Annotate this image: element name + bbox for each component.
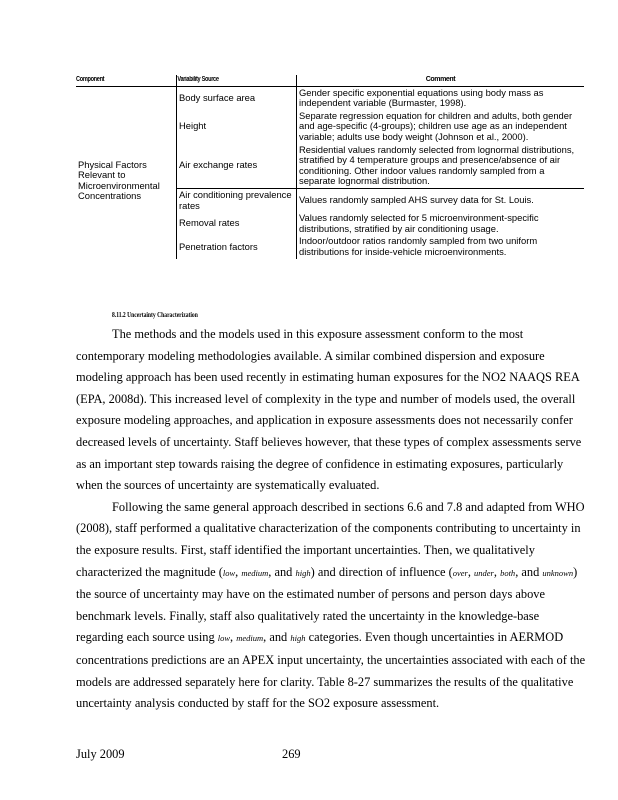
comment-cell: Separate regression equation for children and adults, both gender and age-specific (4-groups); children use age as an independent variable; adults use body weight (Johnson et al., 2000). xyxy=(299,109,573,142)
em: medium xyxy=(241,567,269,578)
text: categories. Even though uncertainties in AERMOD concentrations predictions are an APEX input uncertainty, the uncertainties associated with each of the models are addressed separately here for clarity. Table 8-27 summarizes the results of the qualitative uncertainty analysis conducted by staff for the SO2 exposure assessment. xyxy=(76,630,586,711)
text: Following the same general approach described in sections 6.6 and 7.8 and adapted from WHO (2008), staff performed a qualitative characterization of the components contributing to uncertainty in the exposure results. First, staff identified the important uncertainties. Then, we qualitatively characterized the magnitude ( xyxy=(76,499,585,579)
comment-cell: Gender specific exponential equations using body mass as independent variable (Burmaster, 1998). xyxy=(299,86,544,109)
text: , and xyxy=(515,564,543,579)
table-row xyxy=(76,110,584,144)
component-cell: Physical Factors Relevant to Microenvironmental Concentrations xyxy=(78,158,160,202)
em: low xyxy=(222,567,236,578)
em: over xyxy=(452,567,468,578)
text: , and xyxy=(268,564,296,579)
em: unknown xyxy=(542,567,574,578)
em: medium xyxy=(236,633,264,644)
table-row xyxy=(76,144,584,189)
source-cell: Body surface area xyxy=(177,86,297,110)
footer-date: July 2009 xyxy=(76,747,125,761)
source-cell: Height xyxy=(177,110,297,144)
table-header xyxy=(76,75,584,86)
table-row xyxy=(76,86,584,110)
text: ) and direction of influence ( xyxy=(310,564,453,579)
header-source: Variability Source xyxy=(177,75,273,86)
source-cell: Penetration factors xyxy=(177,235,297,258)
section-heading: 8.11.2 Uncertainty Characterization xyxy=(112,311,198,319)
em: high xyxy=(290,633,306,644)
comment-cell: Indoor/outdoor ratios randomly sampled from two uniform distributions for inside-vehicle microenvironments. xyxy=(299,235,538,257)
paragraph-2: Following the same general approach described in sections 6.6 and 7.8 and adapted from WHO (2008), staff performed a qualitative characterization of the components contributing to uncertainty in the exposure results. First, staff identified the important uncertainties. Then, we qualitatively characterized the magnitude (low, medium, and high) and direction of influence (over, under, both, and unknown) the source of uncertainty may have on the estimated number of persons and person days above benchmark levels. Finally, staff also qualitatively rated the uncertainty in the knowledge-base regarding each source using low, medium, and high categories. Even though uncertainties in AERMOD concentrations predictions are an APEX input uncertainty, the uncertainties associated with each of the models are addressed separately here for clarity. Table 8-27 summarizes the results of the qualitative uncertainty analysis conducted by staff for the SO2 exposure assessment. xyxy=(76,499,586,711)
comment-cell: Values randomly selected for 5 microenvironment-specific distributions, stratified by air conditioning usage. xyxy=(299,212,539,234)
em: high xyxy=(295,567,311,578)
em: under xyxy=(474,567,494,578)
paragraph-1: The methods and the models used in this exposure assessment conform to the most contemporary modeling methodologies available. A similar combined dispersion and exposure modeling approach has been used recently in estimating human exposures for the NO2 NAAQS REA (EPA, 2008d). This increased level of complexity in the type and number of models used, the overall exposure modeling approaches, and application in exposure assessments does not necessarily confer decreased levels of uncertainty. Staff believes however, that these types of complex assessments serve as an important step towards raising the degree of confidence in estimating exposures, particularly when the sources of uncertainty are systematically evaluated. xyxy=(76,327,582,493)
variability-table xyxy=(76,75,584,259)
header-component: Component xyxy=(76,75,156,86)
source-cell: Removal rates xyxy=(177,212,297,235)
em: both xyxy=(500,567,516,578)
comment-cell: Values randomly sampled AHS survey data for St. Louis. xyxy=(297,188,585,212)
text: ) the source of uncertainty may have on the estimated number of persons and person days above benchmark levels. Finally, staff also qualitatively rated the uncertainty in the knowledge-base regarding each source using xyxy=(76,564,578,645)
source-cell: Air exchange rates xyxy=(177,144,297,189)
body-text xyxy=(76,324,586,715)
source-cell: Air conditioning prevalence rates xyxy=(177,188,297,212)
header-comment: Comment xyxy=(297,75,585,86)
em: low xyxy=(217,633,231,644)
text: , and xyxy=(263,630,291,645)
page-number: 269 xyxy=(282,747,301,761)
comment-cell: Residential values randomly selected from lognormal distributions, stratified by 4 temperature groups and presence/absence of air conditioning. Other indoor values randomly sampled from a separate lognormal distribution. xyxy=(299,143,575,187)
